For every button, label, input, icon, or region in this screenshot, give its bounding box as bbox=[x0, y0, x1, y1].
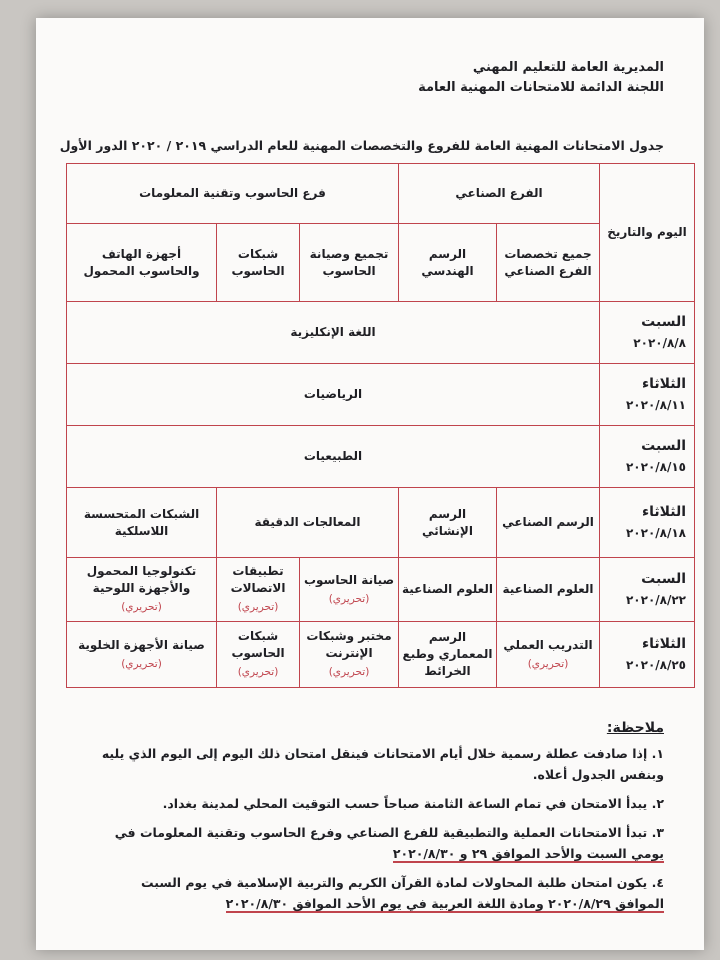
table-row bbox=[67, 364, 695, 426]
subject-cell: العلوم الصناعية bbox=[399, 558, 497, 622]
written-tag: (تحريري) bbox=[328, 666, 370, 678]
subject-cell: المعالجات الدقيقة bbox=[217, 488, 399, 558]
subject-cell: الرسم المعماري وطبع الخرائط bbox=[399, 622, 497, 688]
written-tag: (تحريري) bbox=[121, 657, 162, 670]
subheader-cell: جميع تخصصات الفرع الصناعي bbox=[497, 224, 600, 302]
day-cell: الثلاثاء ٢٠٢٠/٨/١١ bbox=[600, 364, 695, 426]
directorate-name: المديرية العامة للتعليم المهني bbox=[472, 60, 664, 75]
exam-schedule-table bbox=[66, 163, 695, 688]
subject-cell: التدريب العملي (تحريري) bbox=[497, 622, 600, 688]
subject-cell: تكنولوجيا المحمول والأجهزة اللوحية (تحريري) bbox=[67, 558, 217, 622]
subheader-cell: الرسم الهندسي bbox=[399, 224, 497, 302]
written-tag: (تحريري) bbox=[121, 601, 162, 613]
committee-name: اللجنة الدائمة للامتحانات المهنية العامة bbox=[418, 80, 664, 95]
note-item: ٢. يبدأ الامتحان في تمام الساعة الثامنة صباحاً حسب التوقيت المحلي لمدينة بغداد. bbox=[162, 796, 664, 811]
subject-cell: تطبيقات الاتصالات (تحريري) bbox=[217, 558, 300, 622]
day-cell: الثلاثاء ٢٠٢٠/٨/١٨ bbox=[600, 488, 695, 558]
note-item: ١. إذا صادفت عطلة رسمية خلال أيام الامتحانات فينقل امتحان ذلك اليوم إلى اليوم الذي يليه وبنفس الجدول أعلاه. bbox=[101, 746, 664, 782]
subject-cell: الرياضيات bbox=[67, 364, 600, 426]
subheader-cell: أجهزة الهاتف والحاسوب المحمول bbox=[67, 224, 217, 302]
subject-cell: العلوم الصناعية bbox=[497, 558, 600, 622]
subject-cell: صيانة الحاسوب (تحريري) bbox=[300, 558, 399, 622]
day-date-header: اليوم والتاريخ bbox=[600, 164, 695, 302]
written-tag: (تحريري) bbox=[527, 657, 569, 670]
subject-cell: الطبيعيات bbox=[67, 426, 600, 488]
subject-cell: الرسم الصناعي bbox=[497, 488, 600, 558]
subject-cell: شبكات الحاسوب (تحريري) bbox=[217, 622, 300, 688]
note-item: ٤. يكون امتحان طلبة المحاولات لمادة القرآن الكريم والتربية الإسلامية في يوم السبت الموافق ٢٠٢٠/٨/٢٩ ومادة اللغة العربية في يوم الأحد الموافق ٢٠٢٠/٨/٣٠ bbox=[141, 875, 664, 911]
day-cell: السبت ٢٠٢٠/٨/٨ bbox=[600, 302, 695, 364]
notes-section bbox=[64, 718, 664, 922]
document-page bbox=[36, 18, 704, 950]
subject-cell: صيانة الأجهزة الخلوية (تحريري) bbox=[67, 622, 217, 688]
written-tag: (تحريري) bbox=[237, 601, 279, 613]
table-row bbox=[67, 622, 695, 688]
written-tag: (تحريري) bbox=[237, 666, 279, 678]
document-header bbox=[418, 58, 664, 98]
notes-heading: ملاحظة: bbox=[606, 720, 664, 736]
subheader-cell: تجميع وصيانة الحاسوب bbox=[300, 224, 399, 302]
industrial-branch-header: الفرع الصناعي bbox=[399, 164, 600, 224]
note-item: ٣. تبدأ الامتحانات العملية والتطبيقية للفرع الصناعي وفرع الحاسوب وتقنية المعلومات في يومي السبت والأحد الموافق ٢٩ و ٢٠٢٠/٨/٣٠ bbox=[114, 825, 664, 861]
day-cell: الثلاثاء ٢٠٢٠/٨/٢٥ bbox=[600, 622, 695, 688]
subject-cell: الرسم الإنشائي bbox=[399, 488, 497, 558]
subject-cell: مختبر وشبكات الإنترنت (تحريري) bbox=[300, 622, 399, 688]
computer-branch-header: فرع الحاسوب وتقنية المعلومات bbox=[67, 164, 399, 224]
table-row bbox=[67, 558, 695, 622]
day-cell: السبت ٢٠٢٠/٨/٢٢ bbox=[600, 558, 695, 622]
subject-cell: اللغة الإنكليزية bbox=[67, 302, 600, 364]
table-row bbox=[67, 426, 695, 488]
written-tag: (تحريري) bbox=[328, 592, 370, 605]
table-row bbox=[67, 302, 695, 364]
table-row bbox=[67, 488, 695, 558]
subject-cell: الشبكات المتحسسة اللاسلكية bbox=[67, 488, 217, 558]
day-cell: السبت ٢٠٢٠/٨/١٥ bbox=[600, 426, 695, 488]
table-header-row bbox=[67, 164, 695, 224]
subheader-cell: شبكات الحاسوب bbox=[217, 224, 300, 302]
schedule-title: جدول الامتحانات المهنية العامة للفروع والتخصصات المهنية للعام الدراسي ٢٠١٩ / ٢٠٢٠ الدور الأول bbox=[59, 138, 664, 153]
